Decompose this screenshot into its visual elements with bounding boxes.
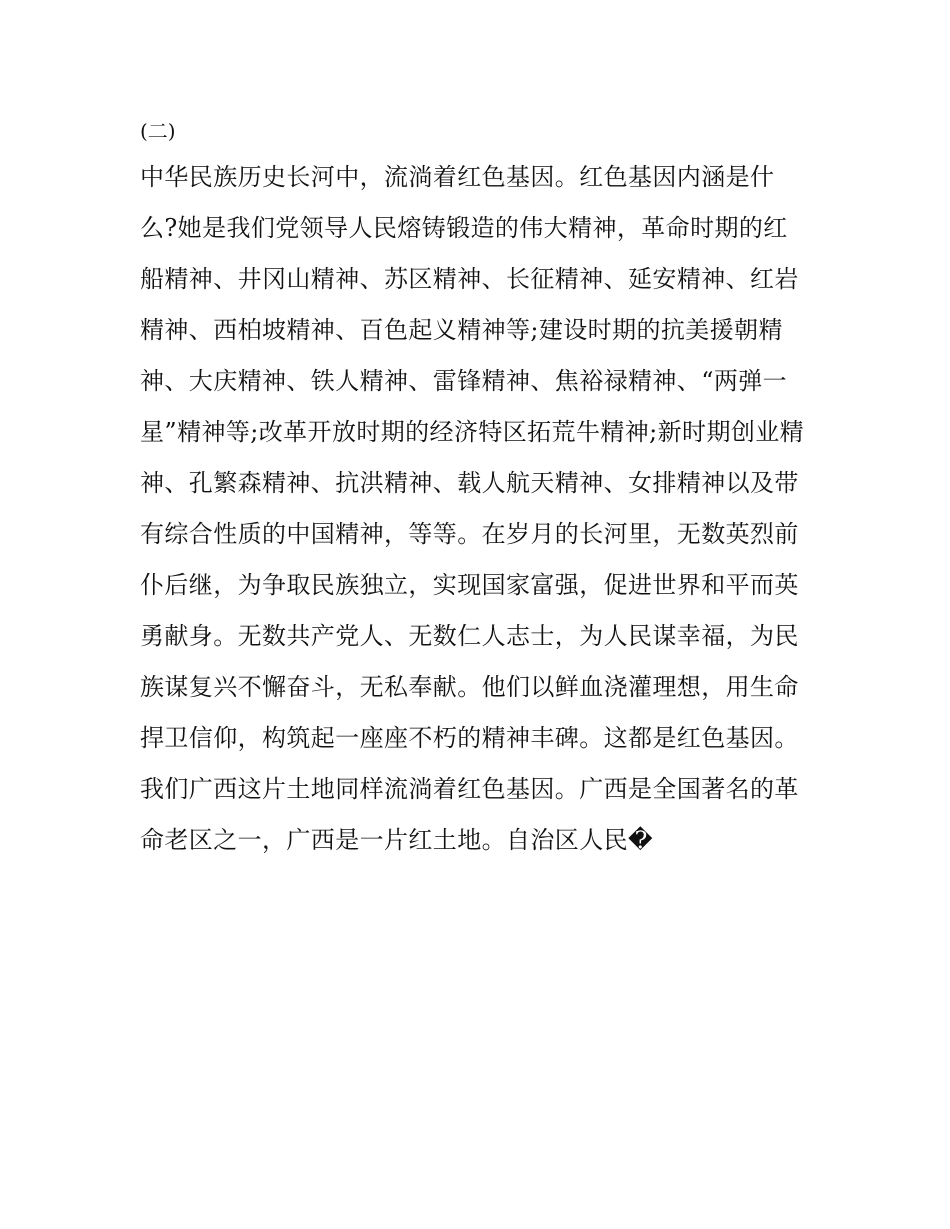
paragraph-line: 神、大庆精神、铁人精神、雷锋精神、焦裕禄精神、“两弹一 xyxy=(140,367,788,395)
paragraph-line: 有综合性质的中国精神，等等。在岁月的长河里，无数英烈前 xyxy=(140,520,799,548)
paragraph-line: 族谋复兴不懈奋斗，无私奉献。他们以鲜血浇灌理想，用生命 xyxy=(140,673,799,701)
paragraph-line: 勇献身。无数共产党人、无数仁人志士，为人民谋幸福，为民 xyxy=(140,622,799,650)
paragraph-line: 命老区之一，广西是一片红土地。自治区人民� xyxy=(140,826,654,854)
paragraph-line: 精神、西柏坡精神、百色起义精神等;建设时期的抗美援朝精 xyxy=(140,316,783,344)
paragraph-line: 中华民族历史长河中，流淌着红色基因。红色基因内涵是什 xyxy=(140,163,775,191)
paragraph-line: 船精神、井冈山精神、苏区精神、长征精神、延安精神、红岩 xyxy=(140,265,799,293)
paragraph-line: 么?她是我们党领导人民熔铸锻造的伟大精神，革命时期的红 xyxy=(140,214,788,242)
paragraph-line: 仆后继，为争取民族独立，实现国家富强，促进世界和平而英 xyxy=(140,571,799,599)
section-heading: (二) xyxy=(140,119,176,143)
paragraph-line: 捍卫信仰，构筑起一座座不朽的精神丰碑。这都是红色基因。 xyxy=(140,724,799,752)
paragraph-line: 我们广西这片土地同样流淌着红色基因。广西是全国著名的革 xyxy=(140,775,799,803)
paragraph-line: 星”精神等;改革开放时期的经济特区拓荒牛精神;新时期创业精 xyxy=(140,418,805,446)
document-body xyxy=(140,110,820,866)
paragraph-line: 神、孔繁森精神、抗洪精神、载人航天精神、女排精神以及带 xyxy=(140,469,799,497)
